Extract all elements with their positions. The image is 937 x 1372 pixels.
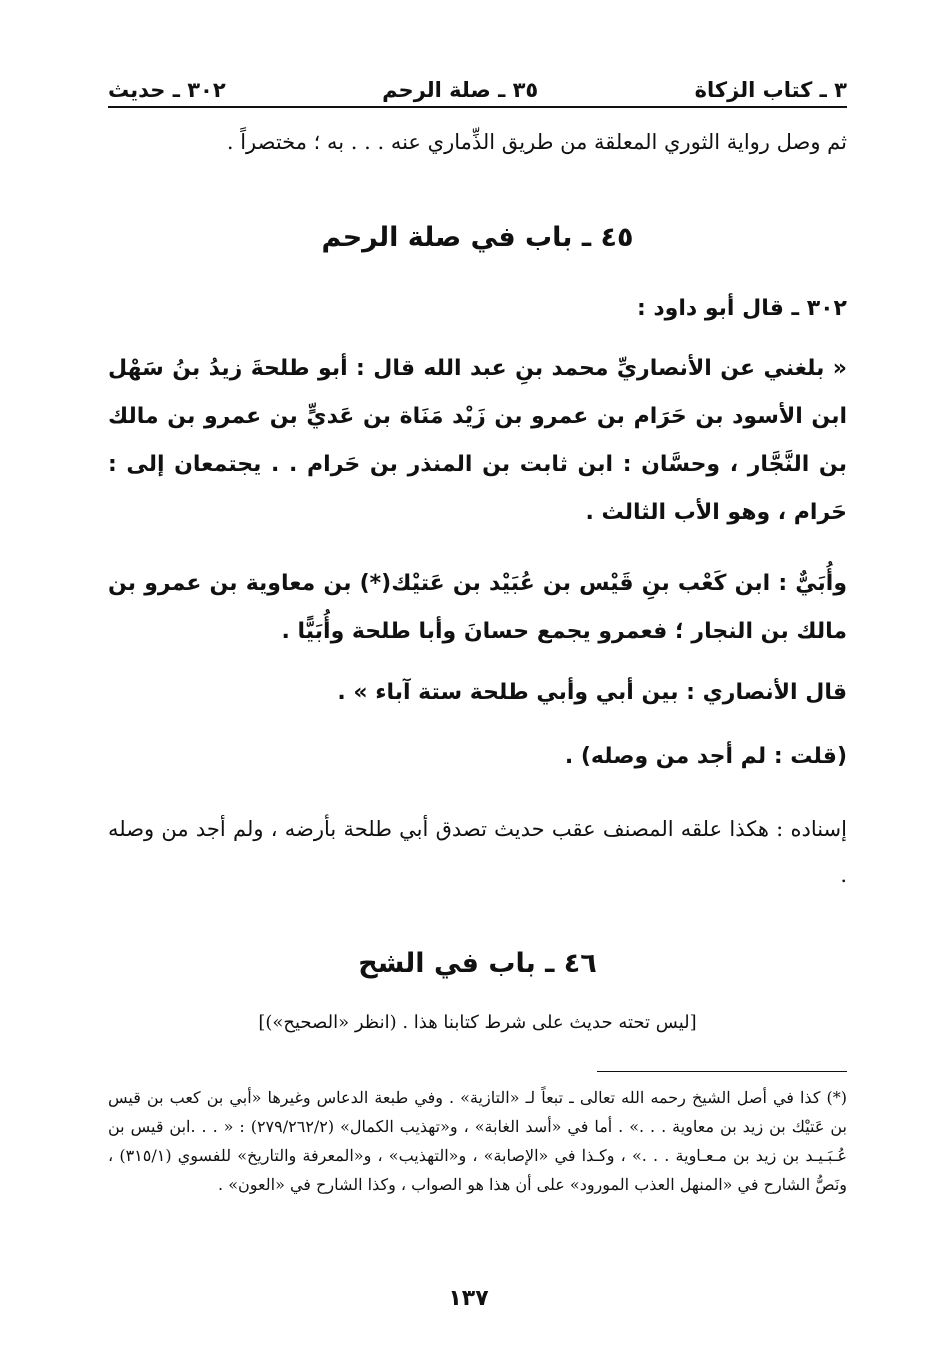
hadith-302-isnad: إسناده : هكذا علقه المصنف عقب حديث تصدق أبي طلحة بأرضه ، ولم أجد من وصله . [108, 817, 847, 887]
header-chapter-title: ٣٥ ـ صلة الرحم [382, 78, 539, 102]
intro-line: ثم وصل رواية الثوري المعلقة من طريق الذِّماري عنه . . . به ؛ مختصراً . [226, 130, 847, 154]
chapter-45-title: ٤٥ ـ باب في صلة الرحم [321, 222, 634, 253]
footnote: (*) كذا في أصل الشيخ رحمه الله تعالى ـ تبعاً لـ «التازية» . وفي طبعة الدعاس وغيرها «أبي بن كعب بن قيس بن عَتيْك بن زيد بن معاوية . . .» . أما في «أسد الغابة» ، و«تهذيب الكمال» (٢٧٩/٢٦٢/٢) : « . . .ابن قيس بن عُـبَـيـد بن زيد بن مـعـاوية . . .» ، وكـذا في «الإصابة» ، و«التهذيب» ، و«المعرفة والتاريخ» للفسوي (٣١٥/١) ، ونَصُّ الشارح في «المنهل العذب المورود» على أن هذا هو الصواب ، وكذا الشارح في «العون» . [108, 1088, 847, 1194]
chapter-46-title: ٤٦ ـ باب في الشح [358, 948, 597, 979]
hadith-302-paragraph-3: قال الأنصاري : بين أبي وأبي طلحة ستة آباء » . [337, 680, 847, 705]
page-number: ١٣٧ [448, 1286, 489, 1311]
hadith-302-paragraph-4: (قلت : لم أجد من وصله) . [564, 744, 847, 769]
header-rule [108, 106, 847, 108]
footnote-rule [597, 1071, 847, 1072]
hadith-302-paragraph-2: وأُبَيٌّ : ابن كَعْب بنِ قَيْس بن عُبَيْد بن عَتيْك(*) بن معاوية بن عمرو بن مالك بن النجار ؛ فعمرو يجمع حسانَ وأبا طلحة وأُبَيًّا . [108, 571, 847, 644]
header-hadith-number: ٣٠٢ ـ حديث [108, 78, 226, 102]
hadith-302-paragraph-1: « بلغني عن الأنصاريِّ محمد بنِ عبد الله قال : أبو طلحةَ زيدُ بنُ سَهْل ابن الأسود بن حَرَام بن عمرو بن زَيْد مَنَاة بن عَديٍّ بن عمرو بن مالك بن النَّجَّار ، وحسَّان : ابن ثابت بن المنذر بن حَرام . . يجتمعان إلى : حَرام ، وهو الأب الثالث . [108, 356, 847, 525]
hadith-302-lead: ٣٠٢ ـ قال أبو داود : [636, 296, 847, 321]
header-book-title: ٣ ـ كتاب الزكاة [694, 78, 847, 102]
running-header [108, 66, 847, 102]
chapter-46-note: [ليس تحته حديث على شرط كتابنا هذا . (انظر «الصحيح»)] [258, 1012, 697, 1033]
